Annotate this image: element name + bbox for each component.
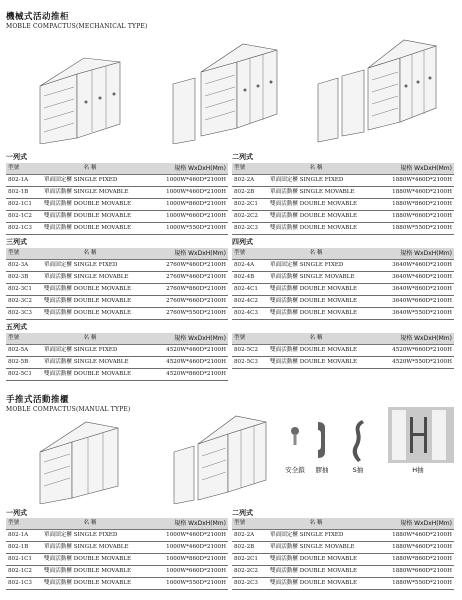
table-header-row xyxy=(6,163,228,175)
cell-model: 802-4C1 xyxy=(232,284,268,296)
table-header-row xyxy=(232,163,454,175)
table-row xyxy=(6,566,228,578)
cell-name: 雙面活動櫃 DOUBLE MOVABLE xyxy=(268,296,364,308)
cell-spec: 3640W*860D*2100H xyxy=(364,284,454,296)
cell-model: 802-2A xyxy=(232,530,268,542)
cell-model: 802-5C1 xyxy=(6,369,42,381)
cell-name: 雙面活動櫃 DOUBLE MOVABLE xyxy=(268,211,364,223)
cell-name: 單面活動櫃 SINGLE MOVABLE xyxy=(268,542,364,554)
mech-five-row-table xyxy=(6,333,228,381)
table-header-row xyxy=(232,518,454,530)
cell-spec: 1000W*460D*2100H xyxy=(138,175,228,187)
table-row xyxy=(232,308,454,320)
table-row xyxy=(6,223,228,235)
cell-name: 單面固定櫃 SINGLE FIXED xyxy=(268,530,364,542)
mechanical-one-row-illustration xyxy=(22,52,132,144)
table-row xyxy=(232,284,454,296)
table-row xyxy=(232,260,454,272)
cell-name: 雙面活動櫃 DOUBLE MOVABLE xyxy=(268,308,364,320)
cell-spec: 1000W*460D*2100H xyxy=(138,542,228,554)
table-row xyxy=(232,566,454,578)
table-header-row xyxy=(232,248,454,260)
col-model: 型號 xyxy=(232,333,268,345)
cell-spec: 4520W*660D*2100H xyxy=(364,345,454,357)
cell-spec: 1000W*860D*2100H xyxy=(138,554,228,566)
table-row xyxy=(232,272,454,284)
cell-spec: 1880W*660D*2100H xyxy=(364,211,454,223)
cell-name: 雙面活動櫃 DOUBLE MOVABLE xyxy=(42,284,138,296)
table-row xyxy=(6,175,228,187)
mech-five-row-table-continued xyxy=(232,333,454,369)
cell-spec: 1880W*460D*2100H xyxy=(364,530,454,542)
col-model: 型號 xyxy=(6,518,42,530)
cell-model: 802-1C2 xyxy=(6,566,42,578)
cell-model: 802-3C3 xyxy=(6,308,42,320)
five-row-title: 五列式 xyxy=(6,323,27,331)
cell-model: 802-1B xyxy=(6,542,42,554)
cell-model: 802-1C2 xyxy=(6,211,42,223)
table-row xyxy=(6,211,228,223)
cell-spec: 3640W*550D*2100H xyxy=(364,308,454,320)
security-lock-label: 安全鎖 xyxy=(285,466,305,474)
cell-model: 802-4A xyxy=(232,260,268,272)
cell-name: 單面固定櫃 SINGLE FIXED xyxy=(42,345,138,357)
col-spec: 規格 WxDxH(Mm) xyxy=(138,518,228,530)
table-header-row xyxy=(6,518,228,530)
cell-spec: 1880W*460D*2100H xyxy=(364,542,454,554)
one-row-title: 一列式 xyxy=(6,153,27,161)
cell-spec: 1880W*860D*2100H xyxy=(364,554,454,566)
four-row-title: 四列式 xyxy=(232,238,253,246)
manual-one-row-title: 一列式 xyxy=(6,509,27,517)
mech-two-row-table xyxy=(232,163,454,235)
table-row xyxy=(6,284,228,296)
col-spec: 規格 WxDxH(Mm) xyxy=(138,248,228,260)
cell-model: 802-5C2 xyxy=(232,345,268,357)
cell-model: 802-2C3 xyxy=(232,578,268,590)
col-spec: 規格 WxDxH(Mm) xyxy=(364,333,454,345)
cell-model: 802-1C1 xyxy=(6,554,42,566)
table-row xyxy=(6,187,228,199)
cell-spec: 1000W*460D*2100H xyxy=(138,187,228,199)
col-model: 型號 xyxy=(6,248,42,260)
s-handle-icon xyxy=(348,418,368,464)
table-row xyxy=(6,272,228,284)
cell-model: 802-3C2 xyxy=(6,296,42,308)
cell-name: 單面活動櫃 SINGLE MOVABLE xyxy=(42,357,138,369)
col-name: 名 稱 xyxy=(42,248,138,260)
cell-model: 802-1B xyxy=(6,187,42,199)
manual-one-row-illustration xyxy=(30,412,130,504)
col-name: 名 稱 xyxy=(42,518,138,530)
manual-two-row-illustration xyxy=(168,408,273,504)
h-handle-label: H抽 xyxy=(412,466,424,474)
cell-model: 802-2C1 xyxy=(232,199,268,211)
section-subtitle-manual: MOBLE COMPACTUS(MANUAL TYPE) xyxy=(6,406,131,413)
cell-spec: 3640W*460D*2100H xyxy=(364,272,454,284)
section-title-manual: 手推式活動推櫃 xyxy=(6,395,70,405)
cell-spec: 3640W*660D*2100H xyxy=(364,296,454,308)
col-model: 型號 xyxy=(232,163,268,175)
col-name: 名 稱 xyxy=(268,518,364,530)
cell-model: 802-3C1 xyxy=(6,284,42,296)
h-handle-icon xyxy=(388,407,454,463)
cell-name: 雙面活動櫃 DOUBLE MOVABLE xyxy=(268,357,364,369)
manual-one-row-table xyxy=(6,518,228,590)
cell-spec: 1880W*660D*2100H xyxy=(364,566,454,578)
cell-model: 802-5B xyxy=(6,357,42,369)
col-name: 名 稱 xyxy=(42,333,138,345)
three-row-title: 三列式 xyxy=(6,238,27,246)
cell-name: 雙面活動櫃 DOUBLE MOVABLE xyxy=(42,296,138,308)
cell-spec: 4520W*860D*2100H xyxy=(138,369,228,381)
col-spec: 規格 WxDxH(Mm) xyxy=(138,163,228,175)
cell-spec: 1000W*550D*2100H xyxy=(138,578,228,590)
table-row xyxy=(232,223,454,235)
col-spec: 規格 WxDxH(Mm) xyxy=(138,333,228,345)
cell-name: 單面活動櫃 SINGLE MOVABLE xyxy=(268,187,364,199)
table-row xyxy=(232,187,454,199)
cell-spec: 1000W*660D*2100H xyxy=(138,211,228,223)
cell-model: 802-2C2 xyxy=(232,211,268,223)
cell-model: 802-2C1 xyxy=(232,554,268,566)
table-row xyxy=(6,554,228,566)
cell-name: 雙面活動櫃 DOUBLE MOVABLE xyxy=(42,308,138,320)
cell-model: 802-2A xyxy=(232,175,268,187)
mechanical-two-row-illustration xyxy=(165,40,285,144)
cell-spec: 4520W*550D*2100H xyxy=(364,357,454,369)
cell-name: 雙面活動櫃 DOUBLE MOVABLE xyxy=(268,345,364,357)
table-row xyxy=(232,175,454,187)
cell-name: 雙面活動櫃 DOUBLE MOVABLE xyxy=(268,199,364,211)
cell-model: 802-2C2 xyxy=(232,566,268,578)
col-name: 名 稱 xyxy=(268,248,364,260)
col-model: 型號 xyxy=(6,163,42,175)
col-name: 名 稱 xyxy=(42,163,138,175)
cell-name: 單面活動櫃 SINGLE MOVABLE xyxy=(42,542,138,554)
col-name: 名 稱 xyxy=(268,333,364,345)
cell-name: 單面活動櫃 SINGLE MOVABLE xyxy=(268,272,364,284)
table-header-row xyxy=(6,333,228,345)
cell-name: 單面固定櫃 SINGLE FIXED xyxy=(42,260,138,272)
cell-model: 802-4C2 xyxy=(232,296,268,308)
cell-model: 802-3A xyxy=(6,260,42,272)
cell-spec: 3640W*460D*2100H xyxy=(364,260,454,272)
cell-name: 雙面活動櫃 DOUBLE MOVABLE xyxy=(42,578,138,590)
glue-handle-label: 膠抽 xyxy=(315,466,329,474)
table-row xyxy=(6,260,228,272)
cell-name: 單面固定櫃 SINGLE FIXED xyxy=(268,175,364,187)
cell-spec: 1880W*460D*2100H xyxy=(364,187,454,199)
table-header-row xyxy=(232,333,454,345)
mech-one-row-table xyxy=(6,163,228,235)
table-row xyxy=(232,357,454,369)
mech-four-row-table xyxy=(232,248,454,320)
cell-spec: 1000W*460D*2100H xyxy=(138,530,228,542)
cell-model: 802-1C3 xyxy=(6,223,42,235)
cell-spec: 1000W*550D*2100H xyxy=(138,223,228,235)
cell-name: 雙面活動櫃 DOUBLE MOVABLE xyxy=(268,284,364,296)
cell-model: 802-2B xyxy=(232,187,268,199)
table-row xyxy=(6,345,228,357)
col-spec: 規格 WxDxH(Mm) xyxy=(364,163,454,175)
manual-two-row-title: 二列式 xyxy=(232,509,253,517)
cell-spec: 1880W*550D*2100H xyxy=(364,223,454,235)
cell-model: 802-5C3 xyxy=(232,357,268,369)
cell-name: 雙面活動櫃 DOUBLE MOVABLE xyxy=(268,578,364,590)
table-row xyxy=(232,542,454,554)
mechanical-three-row-illustration xyxy=(312,38,442,144)
cell-spec: 2760W*860D*2100H xyxy=(138,284,228,296)
cell-name: 雙面活動櫃 DOUBLE MOVABLE xyxy=(268,554,364,566)
glue-handle-icon xyxy=(315,420,329,460)
cell-model: 802-1C3 xyxy=(6,578,42,590)
col-spec: 規格 WxDxH(Mm) xyxy=(364,518,454,530)
cell-model: 802-5A xyxy=(6,345,42,357)
section-title-mechanical: 機械式活动推柜 xyxy=(6,12,70,22)
table-row xyxy=(232,554,454,566)
manual-two-row-table xyxy=(232,518,454,590)
cell-model: 802-2C3 xyxy=(232,223,268,235)
cell-model: 802-3B xyxy=(6,272,42,284)
cell-spec: 1880W*860D*2100H xyxy=(364,199,454,211)
cell-spec: 2760W*460D*2100H xyxy=(138,272,228,284)
col-model: 型號 xyxy=(6,333,42,345)
cell-name: 雙面活動櫃 DOUBLE MOVABLE xyxy=(42,566,138,578)
table-row xyxy=(6,199,228,211)
cell-spec: 1880W*460D*2100H xyxy=(364,175,454,187)
cell-model: 802-1C1 xyxy=(6,199,42,211)
cell-spec: 4520W*460D*2100H xyxy=(138,357,228,369)
cell-name: 單面活動櫃 SINGLE MOVABLE xyxy=(42,187,138,199)
table-row xyxy=(232,211,454,223)
cell-name: 雙面活動櫃 DOUBLE MOVABLE xyxy=(42,369,138,381)
table-row xyxy=(232,530,454,542)
mech-three-row-table xyxy=(6,248,228,320)
cell-name: 單面活動櫃 SINGLE MOVABLE xyxy=(42,272,138,284)
table-row xyxy=(6,308,228,320)
section-subtitle-mechanical: MOBLE COMPACTUS(MECHANICAL TYPE) xyxy=(6,23,148,30)
cell-spec: 1000W*860D*2100H xyxy=(138,199,228,211)
table-row xyxy=(6,357,228,369)
cell-model: 802-4B xyxy=(232,272,268,284)
cell-name: 雙面活動櫃 DOUBLE MOVABLE xyxy=(42,554,138,566)
cell-model: 802-2B xyxy=(232,542,268,554)
cell-spec: 1000W*660D*2100H xyxy=(138,566,228,578)
two-row-title: 二列式 xyxy=(232,153,253,161)
col-model: 型號 xyxy=(232,248,268,260)
cell-name: 雙面活動櫃 DOUBLE MOVABLE xyxy=(42,211,138,223)
table-row xyxy=(6,578,228,590)
col-model: 型號 xyxy=(232,518,268,530)
table-row xyxy=(232,345,454,357)
cell-name: 雙面活動櫃 DOUBLE MOVABLE xyxy=(268,223,364,235)
cell-name: 雙面活動櫃 DOUBLE MOVABLE xyxy=(268,566,364,578)
cell-name: 單面固定櫃 SINGLE FIXED xyxy=(268,260,364,272)
cell-name: 雙面活動櫃 DOUBLE MOVABLE xyxy=(42,199,138,211)
table-header-row xyxy=(6,248,228,260)
cell-model: 802-1A xyxy=(6,175,42,187)
cell-spec: 2760W*460D*2100H xyxy=(138,260,228,272)
cell-name: 雙面活動櫃 DOUBLE MOVABLE xyxy=(42,223,138,235)
table-row xyxy=(6,530,228,542)
table-row xyxy=(232,578,454,590)
security-lock-icon xyxy=(287,425,303,447)
cell-model: 802-1A xyxy=(6,530,42,542)
cell-spec: 2760W*550D*2100H xyxy=(138,308,228,320)
cell-spec: 2760W*660D*2100H xyxy=(138,296,228,308)
table-row xyxy=(6,369,228,381)
table-row xyxy=(232,199,454,211)
col-name: 名 稱 xyxy=(268,163,364,175)
col-spec: 規格 WxDxH(Mm) xyxy=(364,248,454,260)
cell-spec: 1880W*550D*2100H xyxy=(364,578,454,590)
cell-name: 單面固定櫃 SINGLE FIXED xyxy=(42,530,138,542)
table-row xyxy=(232,296,454,308)
table-row xyxy=(6,296,228,308)
cell-name: 單面固定櫃 SINGLE FIXED xyxy=(42,175,138,187)
cell-model: 802-4C3 xyxy=(232,308,268,320)
table-row xyxy=(6,542,228,554)
s-handle-label: S抽 xyxy=(352,466,364,474)
cell-spec: 4520W*460D*2100H xyxy=(138,345,228,357)
